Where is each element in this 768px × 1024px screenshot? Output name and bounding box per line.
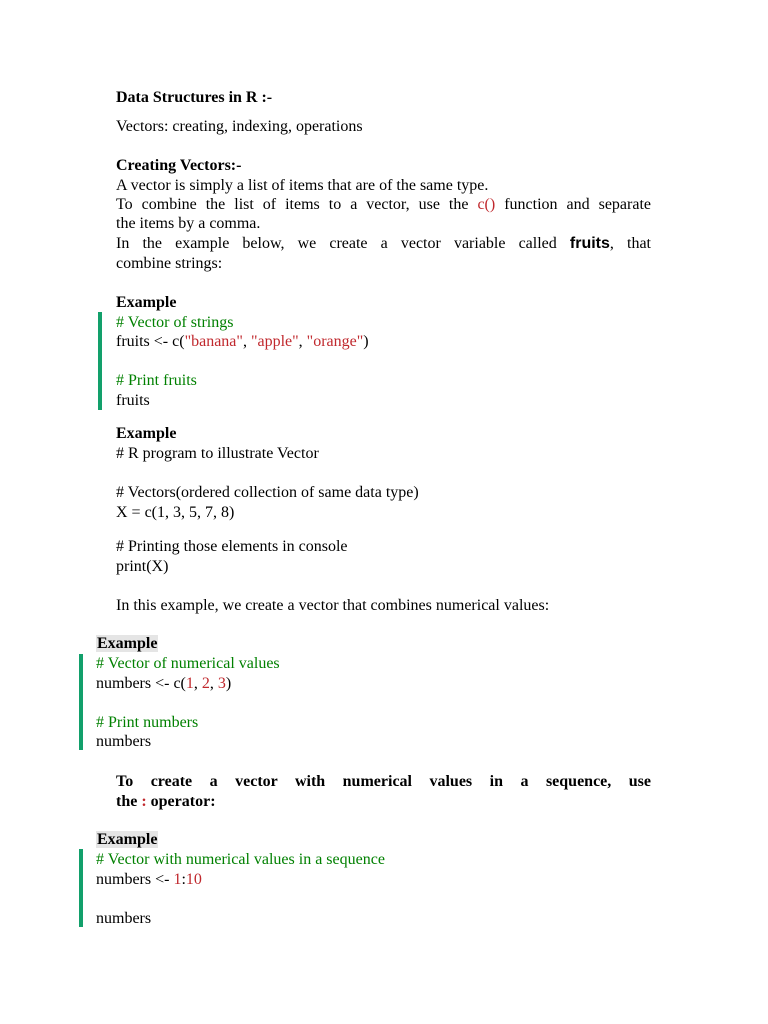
text-span: In the example below, we create a vector variable called	[116, 235, 570, 252]
code-line: numbers	[96, 733, 152, 750]
code-line: print(X)	[116, 558, 169, 575]
text-span: function and separate	[495, 196, 652, 213]
highlighted-label: Example	[97, 831, 158, 848]
code-comment: # Vector with numerical values in a sequence	[96, 851, 385, 868]
code-text: )	[225, 675, 232, 692]
example-label	[96, 830, 158, 850]
code-text: ,	[298, 333, 307, 350]
code-text: ,	[193, 675, 202, 692]
code-text: :	[181, 871, 186, 888]
bold-term-fruits: fruits	[569, 235, 610, 252]
code-line: # R program to illustrate Vector	[116, 445, 319, 462]
code-block-bar	[79, 654, 83, 750]
code-line: fruits	[116, 392, 150, 409]
paragraph-line	[116, 234, 651, 254]
paragraph-line: combine strings:	[116, 255, 223, 272]
bold-paragraph-line: To create a vector with numerical values in a sequence, use	[116, 773, 651, 790]
string-literal: "banana"	[184, 333, 243, 350]
page-subtitle: Vectors: creating, indexing, operations	[116, 118, 363, 135]
string-literal: "orange"	[306, 333, 364, 350]
number-literal: 2	[201, 675, 210, 692]
code-comment: # Print fruits	[116, 372, 197, 389]
code-block-bar	[98, 312, 102, 410]
code-line	[96, 674, 231, 694]
paragraph-line: In this example, we create a vector that combines numerical values:	[116, 597, 550, 614]
paragraph-line: the items by a comma.	[116, 215, 261, 232]
number-literal: 3	[217, 675, 226, 692]
code-text: ,	[209, 675, 218, 692]
bold-paragraph-line	[116, 792, 216, 812]
operator-colon: :	[141, 793, 147, 810]
example-label	[96, 634, 158, 654]
code-line: # Printing those elements in console	[116, 538, 348, 555]
text-span: the	[116, 793, 142, 810]
code-block-bar	[79, 849, 83, 927]
example-label: Example	[116, 425, 177, 442]
paragraph-line: A vector is simply a list of items that are of the same type.	[116, 177, 489, 194]
code-line: # Vectors(ordered collection of same data type)	[116, 484, 419, 501]
code-text: ,	[242, 333, 251, 350]
number-literal: 10	[185, 871, 202, 888]
code-text: )	[363, 333, 369, 350]
code-text: numbers <- c(	[96, 675, 186, 692]
page-title: Data Structures in R :-	[116, 89, 273, 106]
highlighted-label: Example	[97, 635, 158, 652]
code-text: fruits <- c(	[116, 333, 185, 350]
code-comment: # Vector of strings	[116, 314, 234, 331]
code-comment: # Print numbers	[96, 714, 199, 731]
section-title-creating-vectors: Creating Vectors:-	[116, 157, 242, 174]
code-line: numbers	[96, 910, 152, 927]
text-span: operator:	[146, 793, 216, 810]
example-label: Example	[116, 294, 177, 311]
number-literal: 1	[173, 871, 182, 888]
code-text: numbers <-	[96, 871, 174, 888]
text-span: , that	[609, 235, 651, 252]
paragraph-line	[116, 195, 651, 215]
text-span: To combine the list of items to a vector, use the	[116, 196, 478, 213]
code-comment: # Vector of numerical values	[96, 655, 280, 672]
inline-code-c: c()	[477, 196, 496, 213]
code-line: X = c(1, 3, 5, 7, 8)	[116, 504, 235, 521]
number-literal: 1	[185, 675, 194, 692]
string-literal: "apple"	[250, 333, 299, 350]
code-line	[96, 870, 202, 890]
code-line	[116, 332, 369, 352]
